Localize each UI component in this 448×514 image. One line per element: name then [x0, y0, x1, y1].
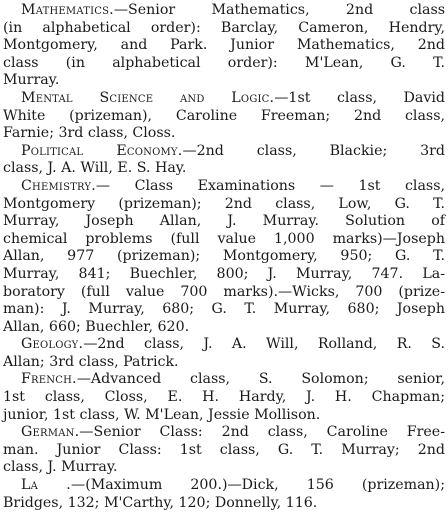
- text-line: Geology.—2nd class, J. A. Will, Rolland, R. S.: [21, 336, 445, 353]
- text-line: class (in alphabetical order): M'Lean, G. T.: [3, 54, 445, 71]
- text-line: Murray, Joseph Allan, J. Murray. Solution of: [3, 213, 445, 230]
- paragraph-geology: [3, 336, 445, 371]
- text-line: Political Economy.—2nd class, Blackie; 3rd: [21, 142, 446, 159]
- text-line: boratory (full value 700 marks).—Wicks, 700 (prize-: [3, 283, 445, 300]
- paragraph-french: [3, 371, 445, 424]
- section-heading: Mathematics.: [21, 2, 114, 18]
- section-heading: German.: [21, 424, 80, 441]
- section-heading: Mental Science and Logic.: [21, 89, 275, 106]
- text-line: German.—Senior Class: 2nd class, Caroline Free-: [21, 424, 445, 441]
- section-heading: French.: [21, 371, 77, 388]
- section-heading: Chemistry.: [21, 177, 96, 194]
- text-line: Murray, 841; Buechler, 800; J. Murray, 747. La-: [3, 265, 445, 282]
- section-heading: La .: [21, 477, 72, 494]
- text-line: 1st class, Closs, E. H. Hardy, J. H. Chapman;: [3, 389, 445, 406]
- text-line: man. Junior Class: 1st class, G. T. Murray; 2nd: [3, 441, 445, 458]
- text-line: Mental Science and Logic.—1st class, David: [21, 89, 446, 106]
- text-line: French.—Advanced class, S. Solomon; senior,: [21, 371, 445, 388]
- section-heading: Political Economy.: [21, 142, 183, 159]
- text-line: La .—(Maximum 200.)—Dick, 156 (prizeman);: [21, 477, 445, 494]
- text-line: class, J. A. Will, E. S. Hay.: [3, 160, 187, 177]
- text-line: junior, 1st class, W. M'Lean, Jessie Mollison.: [3, 406, 321, 423]
- text-line: Mathematics.—Senior Mathematics, 2nd class: [21, 2, 445, 18]
- paragraph-chemistry: [3, 178, 445, 336]
- text-line: Montgomery (prizeman); 2nd class, Low, G. T.: [3, 195, 445, 212]
- text-line: Murray.: [3, 72, 60, 89]
- paragraph-mental-science: [3, 90, 445, 143]
- paragraph-german: [3, 424, 445, 477]
- paragraph-law: [3, 477, 445, 512]
- text-line: chemical problems (full value 1,000 marks)—Joseph: [3, 230, 445, 247]
- newspaper-column: [3, 2, 445, 512]
- text-line: class, J. Murray.: [3, 459, 118, 476]
- text-line: White (prizeman), Caroline Freeman; 2nd class,: [3, 107, 445, 124]
- text-line: Allan; 3rd class, Patrick.: [3, 353, 179, 370]
- text-line: Bridges, 132; M'Carthy, 120; Donnelly, 116.: [3, 494, 318, 511]
- text-line: Allan, 660; Buechler, 620.: [3, 318, 190, 335]
- text-line: Allan, 977 (prizeman); Montgomery, 950; G. T.: [3, 248, 445, 265]
- paragraph-mathematics: [3, 2, 445, 90]
- paragraph-political-economy: [3, 143, 445, 178]
- text-line: Farnie; 3rd class, Closs.: [3, 125, 176, 142]
- section-heading: Geology.: [21, 336, 84, 353]
- text-line: man): J. Murray, 680; G. T. Murray, 680; Joseph: [3, 301, 445, 318]
- text-line: Chemistry.— Class Examinations — 1st class,: [21, 177, 445, 194]
- text-line: Montgomery, and Park. Junior Mathematics, 2nd: [3, 37, 445, 54]
- text-line: (in alphabetical order): Barclay, Cameron, Hendry,: [3, 19, 445, 36]
